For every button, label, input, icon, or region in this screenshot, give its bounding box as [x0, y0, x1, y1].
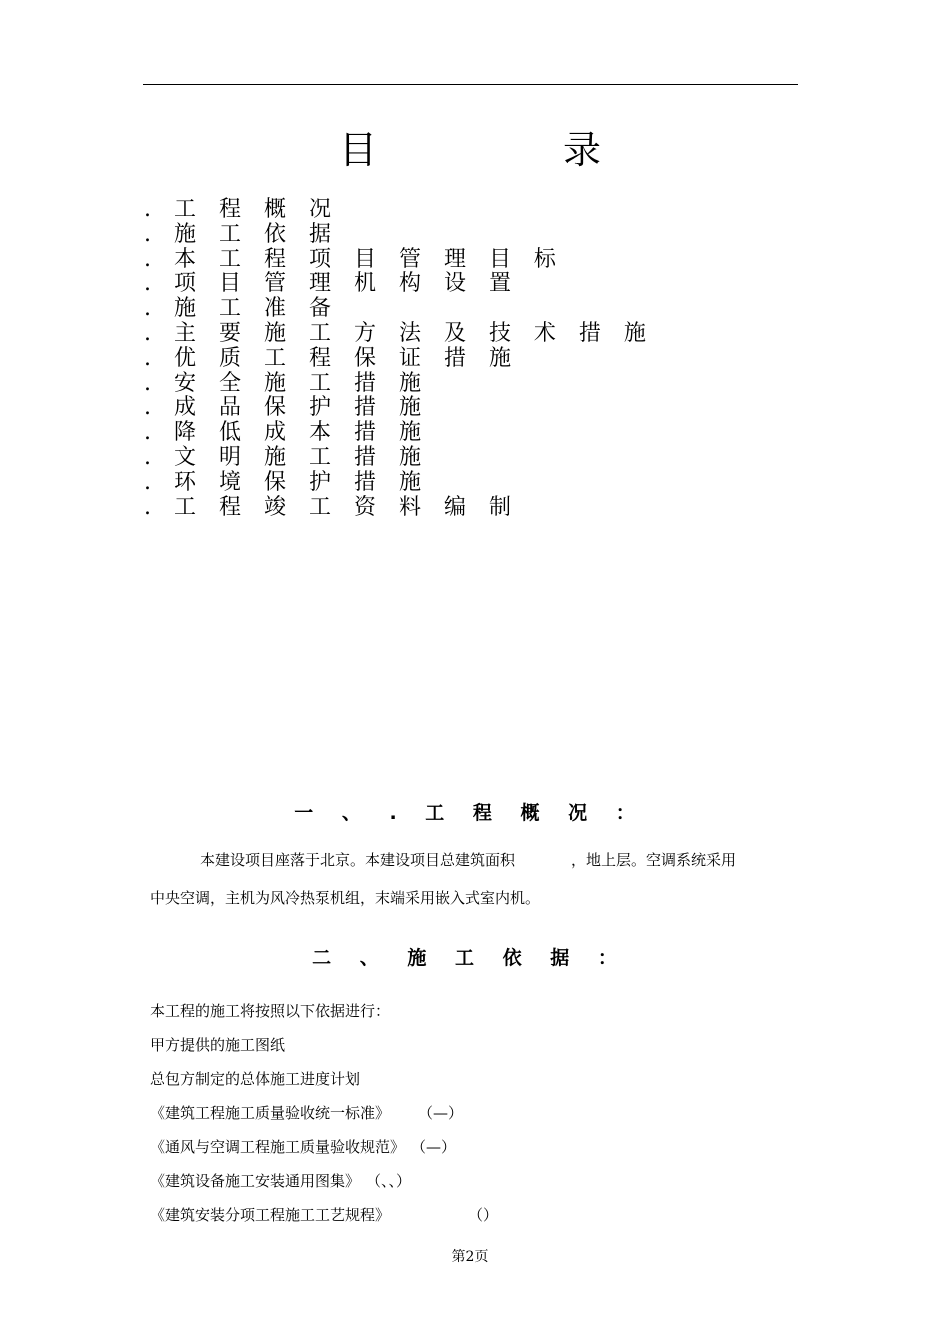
toc-item: . 项 目 管 理 机 构 设 置	[144, 271, 519, 297]
toc-item: . 成 品 保 护 措 施	[144, 395, 429, 421]
toc-title	[0, 124, 940, 176]
overview-paragraph-line2: 中央空调，主机为风冷热泵机组，末端采用嵌入式室内机。	[150, 889, 541, 907]
basis-item: 总包方制定的总体施工进度计划	[150, 1070, 361, 1088]
basis-item: 《建筑设备施工安装通用图集》 （、、）	[150, 1172, 412, 1190]
toc-item: . 工 程 竣 工 资 料 编 制	[144, 494, 519, 520]
overview-text-b: ，地上层。空调系统采用	[571, 851, 737, 869]
toc-item: . 施 工 准 备	[144, 296, 339, 322]
toc-item: . 优 质 工 程 保 证 措 施	[144, 345, 519, 371]
toc-item: . 施 工 依 据	[144, 221, 339, 247]
toc-item: . 文 明 施 工 措 施	[144, 444, 429, 470]
toc-title-right: 录	[563, 128, 602, 172]
toc-item: . 降 低 成 本 措 施	[144, 420, 429, 446]
toc-title-left: 目	[338, 128, 377, 172]
basis-item: 《通风与空调工程施工质量验收规范》 （—）	[150, 1138, 457, 1156]
basis-item: 《建筑安装分项工程施工工艺规程》 （）	[150, 1206, 499, 1224]
overview-text-a: 本建设项目座落于北京。本建设项目总建筑面积	[200, 851, 516, 869]
basis-item: 本工程的施工将按照以下依据进行：	[150, 1002, 391, 1020]
toc-item: . 环 境 保 护 措 施	[144, 469, 429, 495]
toc-item: . 本 工 程 项 目 管 理 目 标	[144, 246, 564, 272]
toc-item: . 工 程 概 况	[144, 197, 339, 222]
section-heading-basis: 二 、 施 工 依 据 ：	[312, 947, 628, 969]
section-heading-overview: 一 、 . 工 程 概 况 ：	[294, 802, 646, 824]
header-rule	[143, 84, 798, 85]
page-number: 第2页	[451, 1249, 489, 1265]
toc-list	[144, 198, 654, 520]
basis-list	[150, 994, 498, 1232]
basis-item: 甲方提供的施工图纸	[150, 1036, 286, 1054]
overview-paragraph-line1	[200, 849, 855, 870]
toc-item: . 主 要 施 工 方 法 及 技 术 措 施	[144, 320, 654, 346]
toc-item: . 安 全 施 工 措 施	[144, 370, 429, 396]
basis-item: 《建筑工程施工质量验收统一标准》 （—）	[150, 1104, 464, 1122]
